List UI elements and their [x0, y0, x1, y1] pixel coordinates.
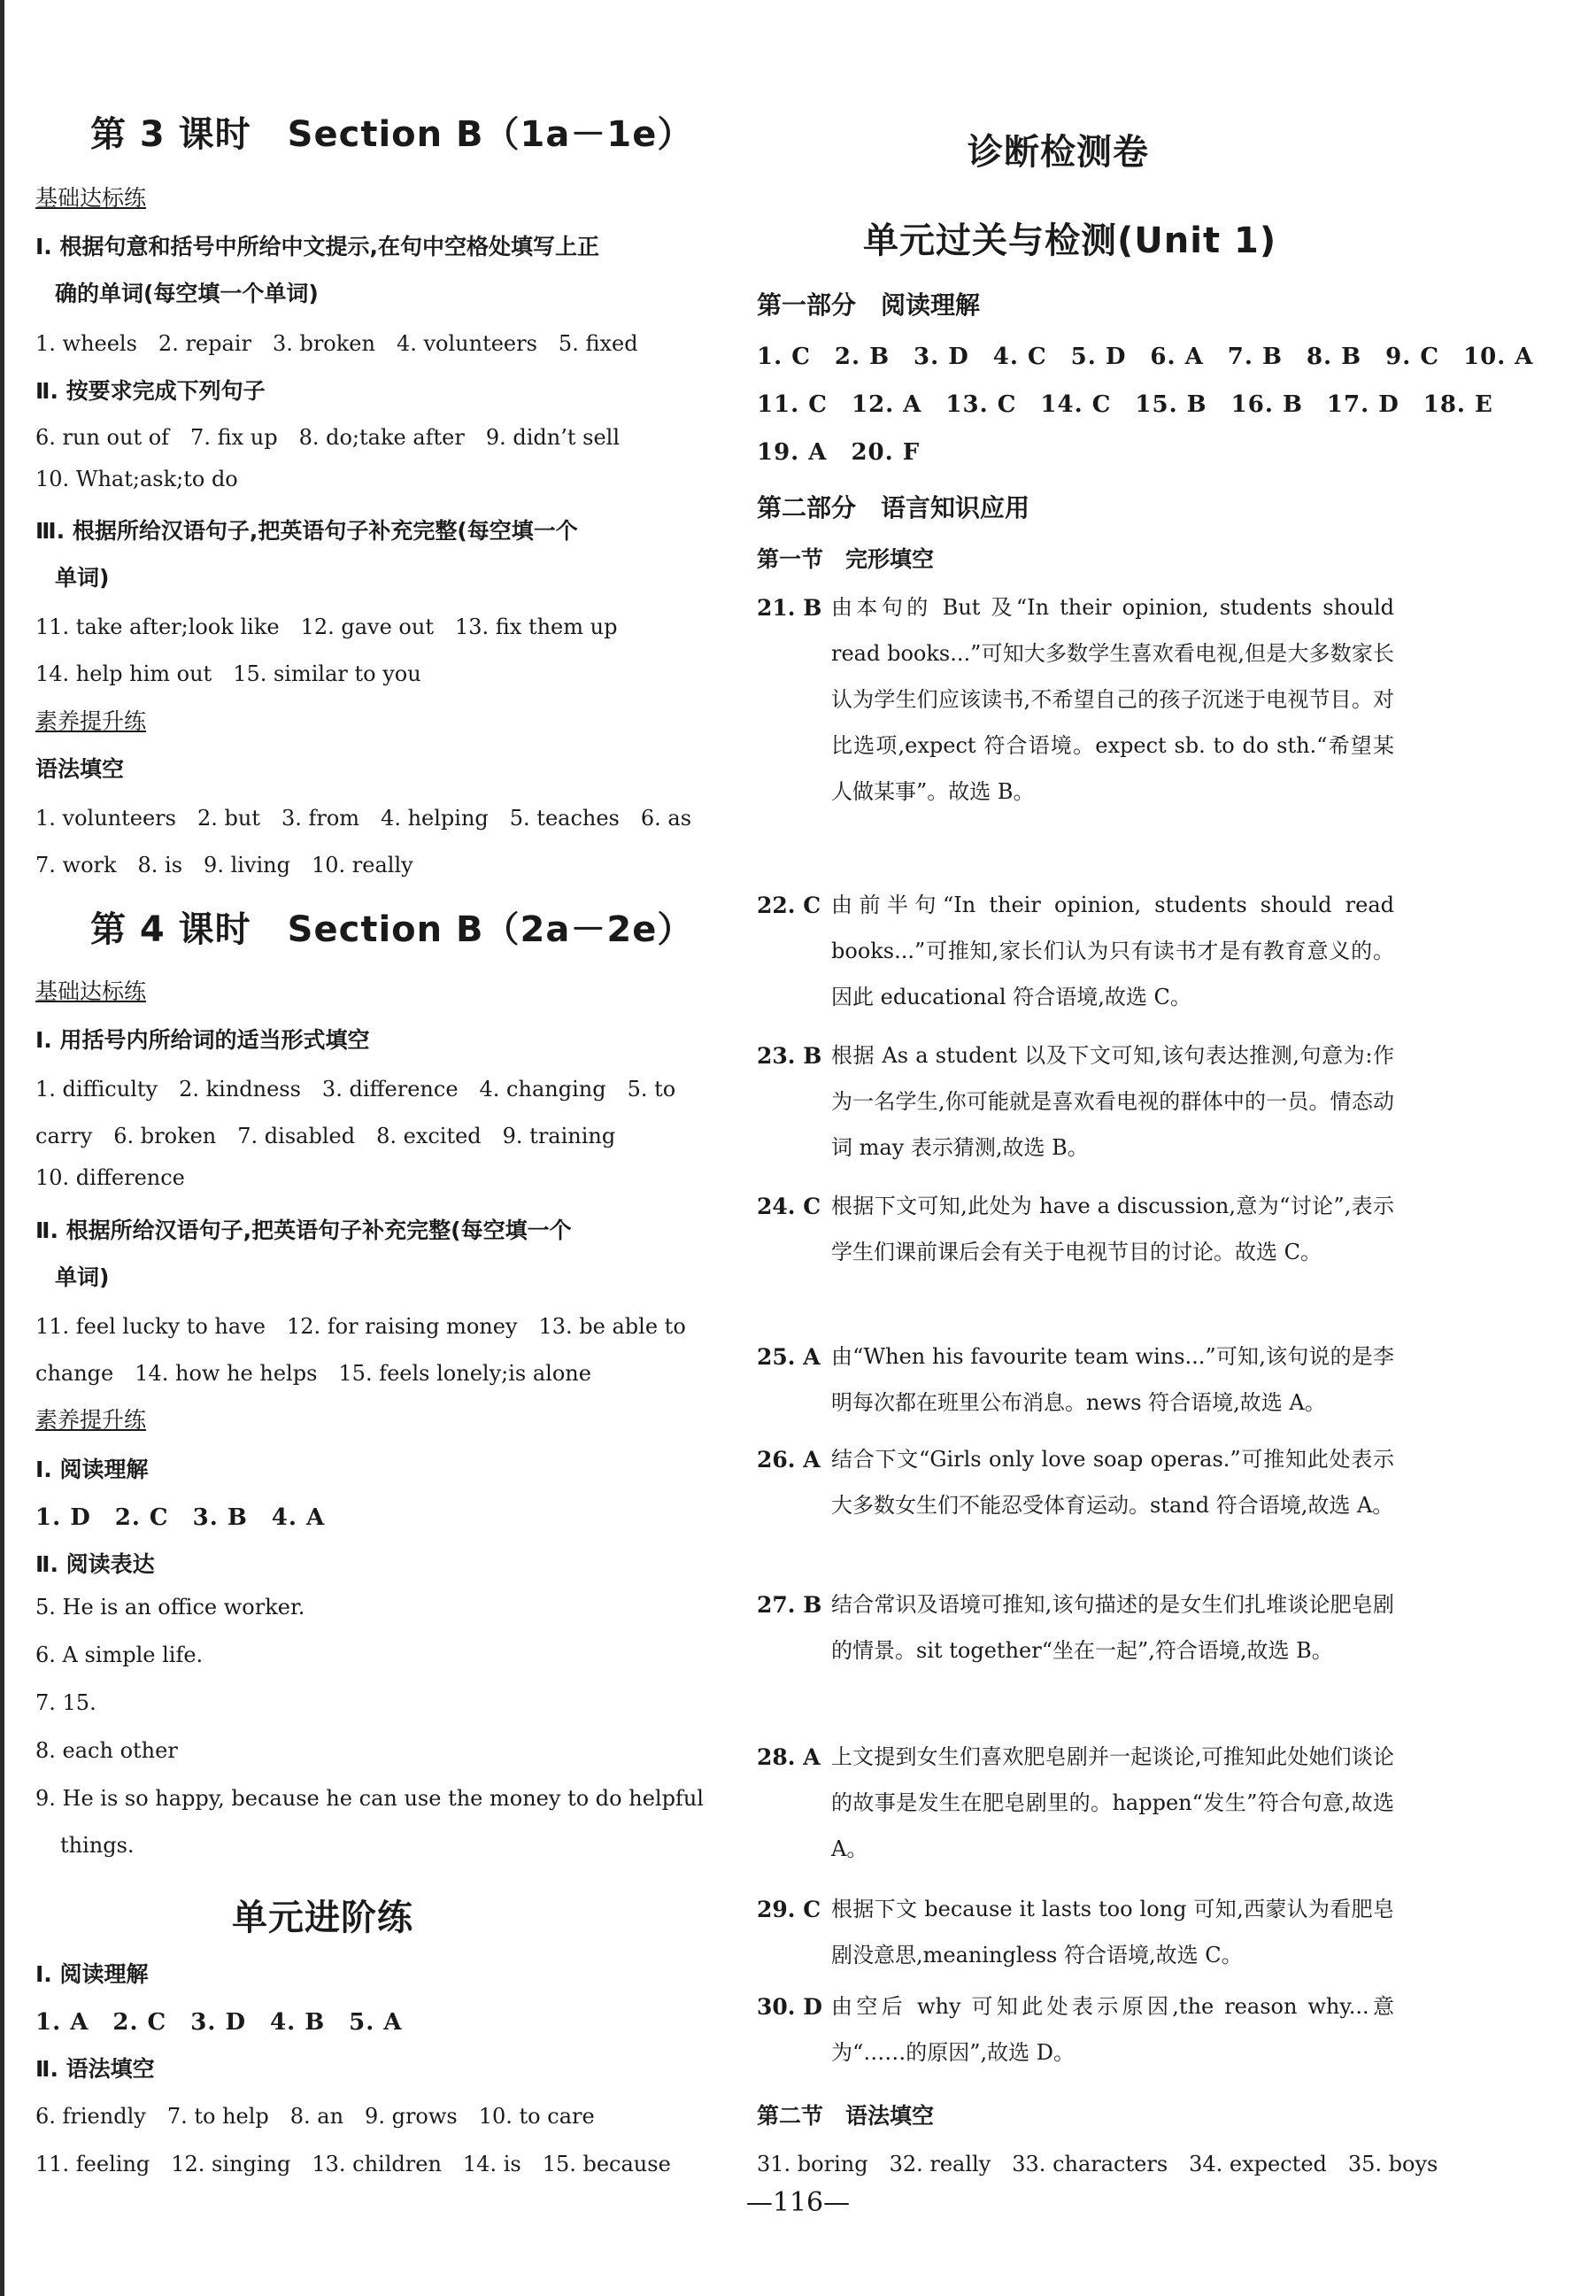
lesson4-expression-answer-8: 8. each other	[35, 1738, 178, 1763]
question-item	[757, 1734, 1394, 1875]
question-item	[757, 584, 1394, 850]
lesson4-part2-answers-1: 11. feel lucky to have 12. for raising money 13. be able to	[35, 1314, 686, 1339]
question-number: 24. C	[757, 1194, 821, 1219]
question-explanation: 上文提到女生们喜欢肥皂剧并一起谈论,可推知此处她们谈论的故事是发生在肥皂剧里的。happen“发生”符合句意,故选 A。	[831, 1744, 1394, 1861]
lesson4-part2-instruction: Ⅱ. 根据所给汉语句子,把英语句子补充完整(每空填一个	[35, 1218, 572, 1243]
lesson3-grammar-answers-1: 1. volunteers 2. but 3. from 4. helping 5. teaches 6. as	[35, 806, 692, 831]
lesson4-title: 第 4 课时 Section B（2a－2e）	[90, 909, 694, 950]
lesson4-expression-answer-5: 5. He is an office worker.	[35, 1595, 305, 1620]
lesson4-reading-label: Ⅰ. 阅读理解	[35, 1457, 149, 1482]
lesson3-part3-answers-1: 11. take after;look like 12. gave out 13. fix them up	[35, 615, 618, 639]
grammar-section-label: 第二节 语法填空	[757, 2103, 935, 2129]
part2-label: 第二部分 语言知识应用	[757, 493, 1030, 522]
lesson4-expression-label: Ⅱ. 阅读表达	[35, 1551, 155, 1577]
question-number: 22. C	[757, 893, 821, 918]
unit-test-subtitle: 单元过关与检测(Unit 1)	[863, 220, 1277, 261]
question-item	[757, 1436, 1394, 1534]
lesson3-grammar-answers-2: 7. work 8. is 9. living 10. really	[35, 853, 413, 877]
advance-grammar-answers-1: 6. friendly 7. to help 8. an 9. grows 10. to care	[35, 2104, 595, 2129]
lesson3-part3-answers-2: 14. help him out 15. similar to you	[35, 661, 421, 686]
page-number: —116—	[745, 2187, 851, 2218]
diagnostic-title: 诊断检测卷	[968, 132, 1149, 173]
question-item	[757, 1581, 1394, 1723]
question-number: 23. B	[757, 1043, 822, 1069]
lesson4-part2-answers-2: change 14. how he helps 15. feels lonely;is alone	[35, 1361, 591, 1386]
question-explanation: 由“When his favourite team wins...”可知,该句说的是李明每次都在班里公布消息。news 符合语境,故选 A。	[831, 1344, 1394, 1415]
question-explanation: 由空后 why 可知此处表示原因,the reason why...意为“……的原因”,故选 D。	[831, 1994, 1394, 2065]
lesson4-expression-answer-9: 9. He is so happy, because he can use the money to do helpful	[35, 1786, 704, 1811]
lesson3-part2-answers-1: 6. run out of 7. fix up 8. do;take after 9. didn’t sell	[35, 425, 620, 450]
lesson4-part1-instruction: Ⅰ. 用括号内所给词的适当形式填空	[35, 1027, 370, 1053]
advance-reading-label: Ⅰ. 阅读理解	[35, 1961, 149, 1987]
question-number: 27. B	[757, 1592, 822, 1618]
lesson3-part1-answers: 1. wheels 2. repair 3. broken 4. volunteers 5. fixed	[35, 331, 638, 356]
question-explanation: 根据下文 because it lasts too long 可知,西蒙认为看肥皂剧没意思,meaningless 符合语境,故选 C。	[831, 1897, 1394, 1967]
question-item	[757, 1334, 1394, 1431]
question-number: 30. D	[757, 1994, 822, 2020]
question-item	[757, 1032, 1394, 1174]
lesson4-expression-answer-6: 6. A simple life.	[35, 1643, 204, 1667]
question-explanation: 结合下文“Girls only love soap operas.”可推知此处表示大多数女生们不能忍受体育运动。stand 符合语境,故选 A。	[831, 1447, 1394, 1518]
question-item	[757, 882, 1394, 1024]
question-item	[757, 1983, 1394, 2081]
lesson4-improve-label: 素养提升练	[35, 1407, 147, 1433]
question-explanation: 结合常识及语境可推知,该句描述的是女生们扎堆谈论肥皂剧的情景。sit together“坐在一起”,符合语境,故选 B。	[831, 1592, 1394, 1663]
lesson3-part2-instruction: Ⅱ. 按要求完成下列句子	[35, 378, 266, 404]
question-explanation: 由本句的 But 及“In their opinion, students should read books...”可知大多数学生喜欢看电视,但是大多数家长认为学生们应该读书,不希望自己的孩子沉迷于电视节目。对比选项,expect 符合语境。expect sb. to do sth.“希望某人做某事”。故选 B。	[831, 595, 1394, 804]
lesson3-basic-label: 基础达标练	[35, 185, 147, 211]
lesson4-basic-label: 基础达标练	[35, 978, 147, 1004]
question-explanation: 由前半句“In their opinion, students should read books...”可推知,家长们认为只有读书才是有教育意义的。因此 educational 符合语境,故选 C。	[831, 893, 1394, 1009]
lesson4-part1-answers-1: 1. difficulty 2. kindness 3. difference 4. changing 5. to	[35, 1077, 676, 1102]
question-explanation: 根据下文可知,此处为 have a discussion,意为“讨论”,表示学生们课前课后会有关于电视节目的讨论。故选 C。	[831, 1194, 1394, 1264]
advance-grammar-answers-2: 11. feeling 12. singing 13. children 14. is 15. because	[35, 2152, 671, 2176]
advance-title: 单元进阶练	[232, 1898, 413, 1938]
part1-answers-row1: 1. C 2. B 3. D 4. C 5. D 6. A 7. B 8. B 9. C 10. A	[757, 344, 1534, 370]
question-number: 26. A	[757, 1447, 821, 1473]
question-explanation: 根据 As a student 以及下文可知,该句表达推测,句意为:作为一名学生,你可能就是喜欢看电视的群体中的一员。情态动词 may 表示猜测,故选 B。	[831, 1043, 1394, 1160]
question-item	[757, 1183, 1394, 1325]
page-edge-border	[0, 0, 4, 2296]
lesson4-part1-answers-3: 10. difference	[35, 1165, 185, 1190]
cloze-section-label: 第一节 完形填空	[757, 546, 935, 572]
question-number: 29. C	[757, 1897, 821, 1922]
lesson4-expression-answer-9-cont: things.	[60, 1833, 135, 1858]
part1-answers-row2: 11. C 12. A 13. C 14. C 15. B 16. B 17. D 18. E	[757, 391, 1493, 418]
lesson3-part1-instruction: Ⅰ. 根据句意和括号中所给中文提示,在句中空格处填写上正	[35, 234, 600, 259]
lesson4-part1-answers-2: carry 6. broken 7. disabled 8. excited 9. training	[35, 1124, 616, 1148]
lesson4-reading-answers: 1. D 2. C 3. B 4. A	[35, 1504, 326, 1531]
lesson3-part1-instruction-cont: 确的单词(每空填一个单词)	[55, 281, 319, 306]
lesson3-title: 第 3 课时 Section B（1a－1e）	[90, 114, 694, 155]
lesson3-part2-answers-2: 10. What;ask;to do	[35, 467, 238, 491]
question-number: 25. A	[757, 1344, 821, 1370]
grammar-section-answers: 31. boring 32. really 33. characters 34. expected 35. boys	[757, 2152, 1438, 2176]
lesson3-part3-instruction: Ⅲ. 根据所给汉语句子,把英语句子补充完整(每空填一个	[35, 518, 578, 544]
question-item	[757, 1886, 1394, 1983]
lesson4-expression-answer-7: 7. 15.	[35, 1690, 96, 1715]
lesson3-part3-instruction-cont: 单词)	[55, 565, 110, 591]
question-number: 28. A	[757, 1744, 821, 1770]
advance-grammar-label: Ⅱ. 语法填空	[35, 2056, 155, 2082]
lesson3-grammar-label: 语法填空	[35, 756, 125, 782]
part1-label: 第一部分 阅读理解	[757, 290, 981, 320]
lesson4-part2-instruction-cont: 单词)	[55, 1264, 110, 1290]
question-number: 21. B	[757, 595, 822, 621]
lesson3-improve-label: 素养提升练	[35, 708, 147, 734]
advance-reading-answers: 1. A 2. C 3. D 4. B 5. A	[35, 2009, 403, 2036]
part1-answers-row3: 19. A 20. F	[757, 439, 921, 466]
